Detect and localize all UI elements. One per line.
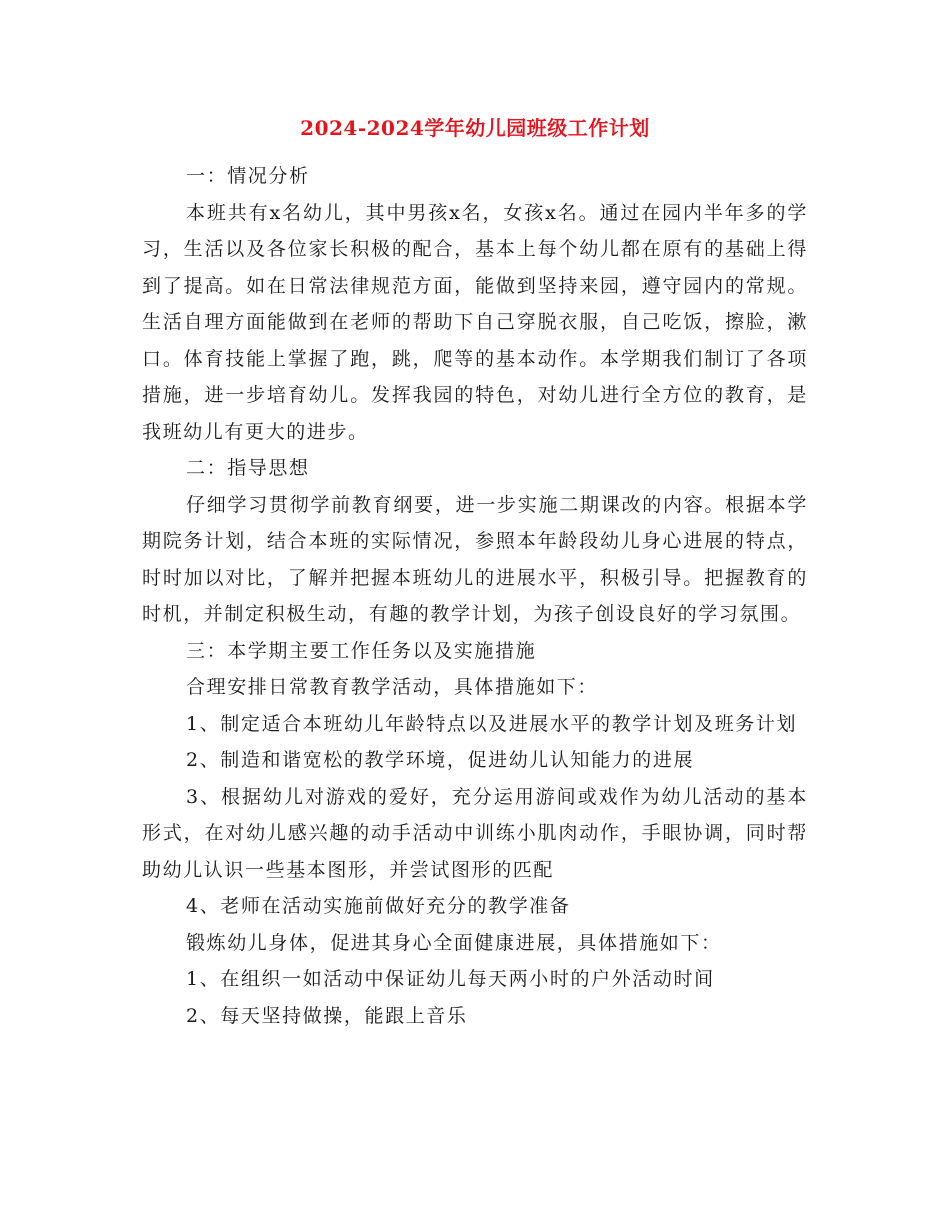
list-item: 3、根据幼儿对游戏的爱好，充分运用游间或戏作为幼儿活动的基本形式，在对幼儿感兴趣的动手活动中训练小肌肉动作，手眼协调，同时帮助幼儿认识一些基本图形，并尝试图形的匹配 [142,785,808,881]
document-body [142,158,808,1034]
paragraph-guiding: 仔细学习贯彻学前教育纲要，进一步实施二期课改的内容。根据本学期院务计划，结合本班的实际情况，参照本年龄段幼儿身心进展的特点，时时加以对比，了解并把握本班幼儿的进展水平，积极引导。把握教育的时机，并制定积极生动，有趣的教学计划，为孩子创设良好的学习氛围。 [142,493,808,625]
heading-guiding-thought: 二：指导思想 [186,457,310,479]
list-item: 1、在组织一如活动中保证幼儿每天两小时的户外活动时间 [186,968,715,990]
paragraph-teaching-intro: 合理安排日常教育教学活动，具体措施如下： [186,676,599,698]
list-item: 2、制造和谐宽松的教学环境，促进幼儿认知能力的进展 [186,749,695,771]
paragraph-exercise-intro: 锻炼幼儿身体，促进其身心全面健康进展，具体措施如下： [186,931,722,954]
heading-situation-analysis: 一：情况分析 [186,165,310,187]
list-item: 4、老师在活动实施前做好充分的教学准备 [186,895,571,917]
heading-main-tasks: 三：本学期主要工作任务以及实施措施 [186,639,537,662]
paragraph-situation: 本班共有x名幼儿，其中男孩x名，女孩x名。通过在园内半年多的学习，生活以及各位家长积极的配合，基本上每个幼儿都在原有的基础上得到了提高。如在日常法律规范方面，能做到坚持来园，遵守园内的常规。生活自理方面能做到在老师的帮助下自己穿脱衣服，自己吃饭，擦脸，漱口。体育技能上掌握了跑，跳，爬等的基本动作。本学期我们制订了各项措施，进一步培育幼儿。发挥我园的特色，对幼儿进行全方位的教育，是我班幼儿有更大的进步。 [142,201,808,443]
list-item: 2、每天坚持做操，能跟上音乐 [186,1004,468,1027]
list-item: 1、制定适合本班幼儿年龄特点以及进展水平的教学计划及班务计划 [186,712,798,735]
document-title: 2024-2024学年幼儿园班级工作计划 [300,116,650,140]
